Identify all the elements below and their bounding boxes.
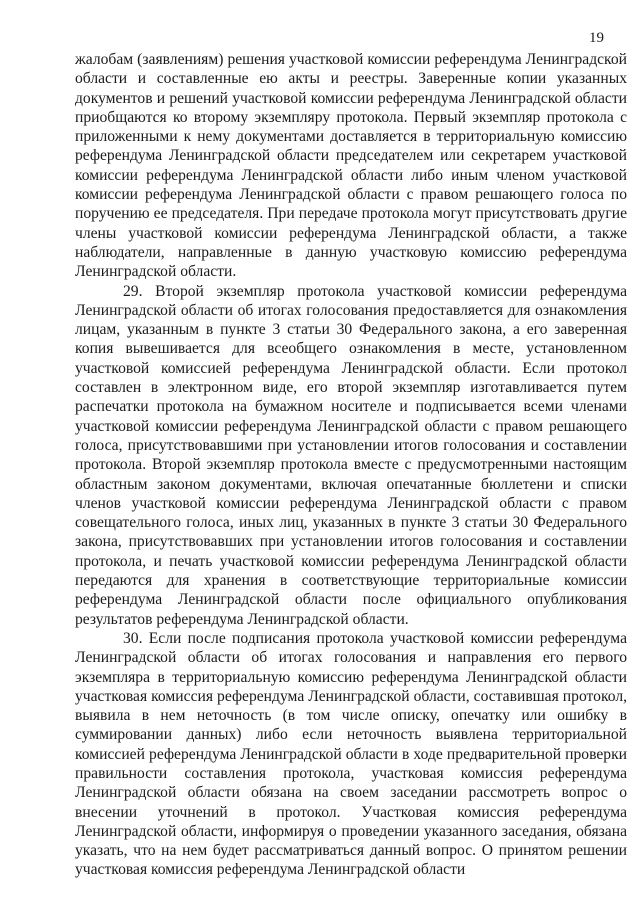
paragraph-29: 29. Второй экземпляр протокола участковой комиссии референдума Ленинградской области об итогах голосования предоставляется для ознакомления лицам, указанным в пункте 3 статьи 30 Федерального закона, а его заверенная копия вывешивается для всеобщего ознакомления в месте, установленном участковой комиссией референдума Ленинградской области. Если протокол составлен в электронном виде, его второй экземпляр изготавливается путем распечатки протокола на бумажном носителе и подписывается всеми членами участковой комиссии референдума Ленинградской области с правом решающего голоса, присутствовавшими при установлении итогов голосования и составлении протокола. Второй экземпляр протокола вместе с предусмотренными настоящим областным законом документами, включая опечатанные бюллетени и списки членов участковой комиссии референдума Ленинградской области с правом совещательного голоса, иных лиц, указанных в пункте 3 статьи 30 Федерального закона, присутствовавших при установлении итогов голосования и составлении протокола, и печать участковой комиссии референдума Ленинградской области передаются для хранения в соответствующие территориальные комиссии референдума Ленинградской области после официального опубликования результатов референдума Ленинградской области. (75, 282, 627, 628)
page-number: 19 (589, 30, 604, 46)
paragraph-30: 30. Если после подписания протокола участковой комиссии референдума Ленинградской области об итогах голосования и направления его первого экземпляра в территориальную комиссию референдума Ленинградской области участковая комиссия референдума Ленинградской области, составившая протокол, выявила в нем неточность (в том числе описку, опечатку или ошибку в суммировании данных) либо если неточность выявлена территориальной комиссией референдума Ленинградской области в ходе предварительной проверки правильности составления протокола, участковая комиссия референдума Ленинградской области обязана на своем заседании рассмотреть вопрос о внесении уточнений в протокол. Участковая комиссия референдума Ленинградской области, информируя о проведении указанного заседания, обязана указать, что на нем будет рассматриваться данный вопрос. О принятом решении участковая комиссия референдума Ленинградской области (75, 629, 627, 879)
document-body (75, 50, 627, 880)
paragraph-continuation: жалобам (заявлениям) решения участковой комиссии референдума Ленинградской области и составленные ею акты и реестры. Заверенные копии указанных документов и решений участковой комиссии референдума Ленинградской области приобщаются ко второму экземпляру протокола. Первый экземпляр протокола с приложенными к нему документами доставляется в территориальную комиссию референдума Ленинградской области председателем или секретарем участковой комиссии референдума Ленинградской области либо иным членом участковой комиссии референдума Ленинградской области с правом решающего голоса по поручению ее председателя. При передаче протокола могут присутствовать другие члены участковой комиссии референдума Ленинградской области, а также наблюдатели, направленные в данную участковую комиссию референдума Ленинградской области. (75, 51, 627, 281)
